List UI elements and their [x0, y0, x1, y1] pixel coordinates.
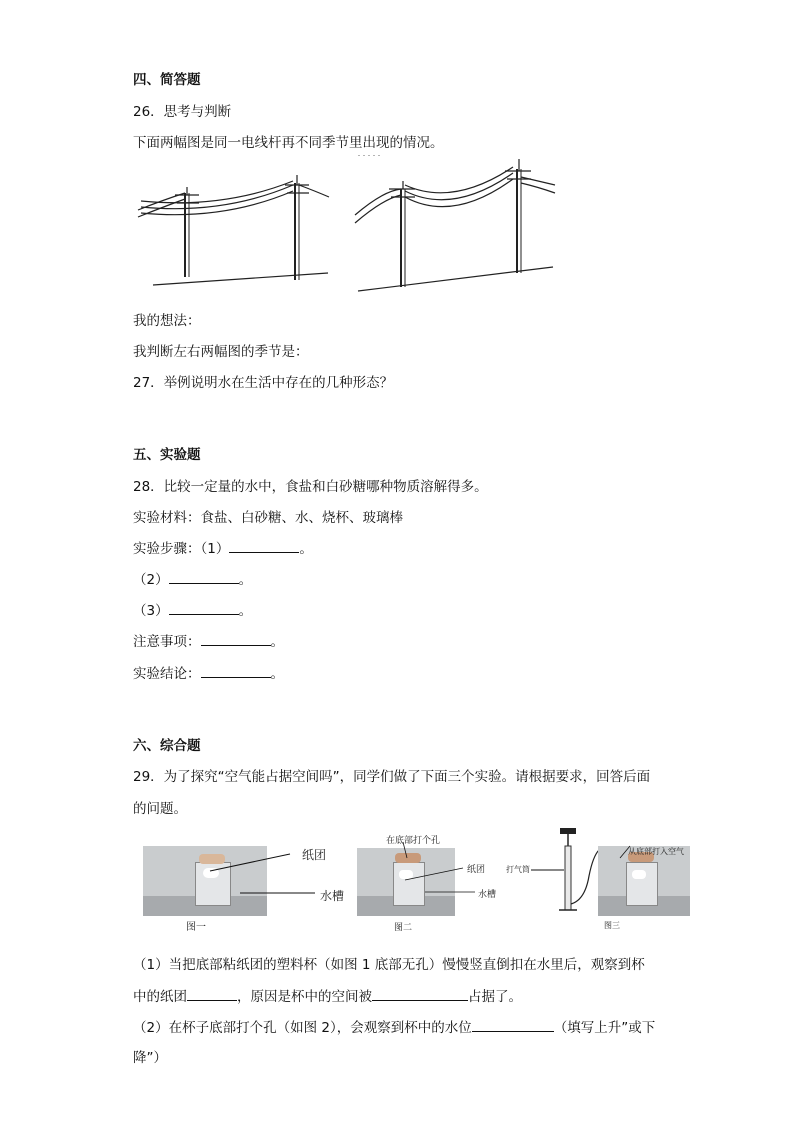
- figure-2-tank-label: 水槽: [478, 890, 497, 900]
- sub2-text-a: （2）在杯子底部打个孔（如图 2），会观察到杯中的水位: [133, 1020, 472, 1036]
- question-28: 28．比较一定量的水中，食盐和白砂糖哪种物质溶解得多。: [133, 479, 488, 495]
- steps-label: 实验步骤：（1）: [133, 541, 230, 557]
- sub-question-1-line1: （1）当把底部粘纸团的塑料杯（如图 1 底部无孔）慢慢竖直倒扣在水里后，观察到杯: [133, 957, 645, 973]
- utility-pole-figures: [133, 155, 563, 295]
- answer-blank[interactable]: [201, 631, 271, 646]
- answer-blank[interactable]: [169, 600, 239, 615]
- figure-1-caption: 图一: [186, 922, 206, 933]
- answer-blank[interactable]: [372, 986, 468, 1001]
- pole-figure-right: [355, 155, 555, 291]
- answer-blank[interactable]: [229, 538, 299, 553]
- section-heading-short-answer: 四、简答题: [133, 72, 201, 88]
- notes-line: [133, 630, 284, 650]
- step-3-line: [133, 599, 252, 619]
- my-idea-label: 我的想法：: [133, 313, 201, 329]
- question-26-title: 26．思考与判断: [133, 104, 232, 120]
- conclusion-label: 实验结论：: [133, 666, 201, 682]
- sub1-text-b: ，原因是杯中的空间被: [237, 989, 372, 1005]
- sub1-text-c: 占据了。: [468, 989, 522, 1005]
- sub-question-2-line1: [133, 1016, 655, 1036]
- notes-label: 注意事项：: [133, 634, 201, 650]
- season-judgement-label: 我判断左右两幅图的季节是：: [133, 344, 309, 360]
- step-2-line: [133, 568, 252, 588]
- figure-1-paper-label: 纸团: [302, 848, 327, 862]
- step-2-label: （2）: [133, 572, 169, 588]
- section-heading-experiment: 五、实验题: [133, 447, 201, 463]
- question-26-text: 下面两幅图是同一电线杆再不同季节里出现的情况。: [133, 135, 444, 151]
- answer-blank[interactable]: [472, 1017, 554, 1032]
- pole-figure-left: [138, 175, 329, 285]
- sub2-text-b: （填写上升”或下: [553, 1020, 656, 1036]
- answer-blank[interactable]: [169, 569, 239, 584]
- figure-2-top-label: 在底部打个孔: [386, 836, 441, 846]
- conclusion-line: [133, 662, 284, 682]
- sub1-text-a: 中的纸团: [133, 989, 187, 1005]
- step-3-label: （3）: [133, 603, 169, 619]
- figure-3-pump: [503, 826, 613, 926]
- figure-2-paper-label: 纸团: [467, 865, 486, 875]
- sub-question-1-line2: [133, 985, 522, 1005]
- sub-question-2-line2: 降”）: [133, 1050, 167, 1066]
- period: 。: [270, 666, 284, 682]
- question-27: 27．举例说明水在生活中存在的几种形态？: [133, 375, 394, 391]
- step-1-line: [133, 537, 313, 557]
- period: 。: [270, 634, 284, 650]
- section-heading-comprehensive: 六、综合题: [133, 738, 201, 754]
- figure-2-caption: 图二: [394, 923, 413, 933]
- period: 。: [299, 541, 313, 557]
- answer-blank[interactable]: [201, 663, 271, 678]
- period: 。: [238, 572, 253, 588]
- pump-label: 打气筒: [506, 865, 530, 874]
- question-29-line1: 29．为了探究“空气能占据空间吗”，同学们做了下面三个实验。请根据要求，回答后面: [133, 769, 651, 785]
- air-label: 从底部打入空气: [628, 847, 684, 856]
- materials-line: 实验材料：食盐、白砂糖、水、烧杯、玻璃棒: [133, 510, 403, 526]
- figure-1-tank-label: 水槽: [320, 889, 345, 903]
- answer-blank[interactable]: [187, 986, 237, 1001]
- period: 。: [238, 603, 253, 619]
- figure-3-caption: 图三: [604, 921, 620, 930]
- question-29-line2: 的问题。: [133, 801, 187, 817]
